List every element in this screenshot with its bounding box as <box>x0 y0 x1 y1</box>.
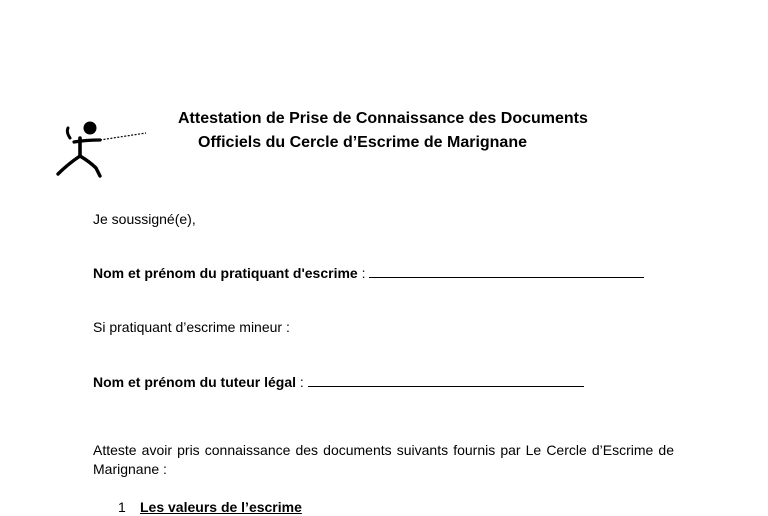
guardian-name-field[interactable] <box>308 372 584 387</box>
fencer-icon <box>50 116 150 180</box>
list-item-number: 1 <box>118 499 126 515</box>
document-title-line-1: Attestation de Prise de Connaissance des Documents <box>178 110 588 127</box>
practitioner-separator: : <box>357 265 370 281</box>
practitioner-name-field[interactable] <box>369 263 644 278</box>
practitioner-row <box>93 263 644 282</box>
document-title-line-2: Officiels du Cercle d’Escrime de Marignane <box>198 134 527 151</box>
guardian-separator: : <box>296 374 308 390</box>
guardian-row <box>93 372 584 391</box>
attest-paragraph: Atteste avoir pris connaissance des documents suivants fournis par Le Cercle d’Escrime de Marignane : <box>93 442 674 477</box>
list-item-label: Les valeurs de l’escrime <box>140 499 302 515</box>
list-item <box>118 498 302 516</box>
guardian-label: Nom et prénom du tuteur légal <box>93 374 297 390</box>
practitioner-label: Nom et prénom du pratiquant d'escrime <box>93 265 358 281</box>
intro-text: Je soussigné(e), <box>93 211 196 227</box>
minor-text: Si pratiquant d’escrime mineur : <box>93 319 290 335</box>
